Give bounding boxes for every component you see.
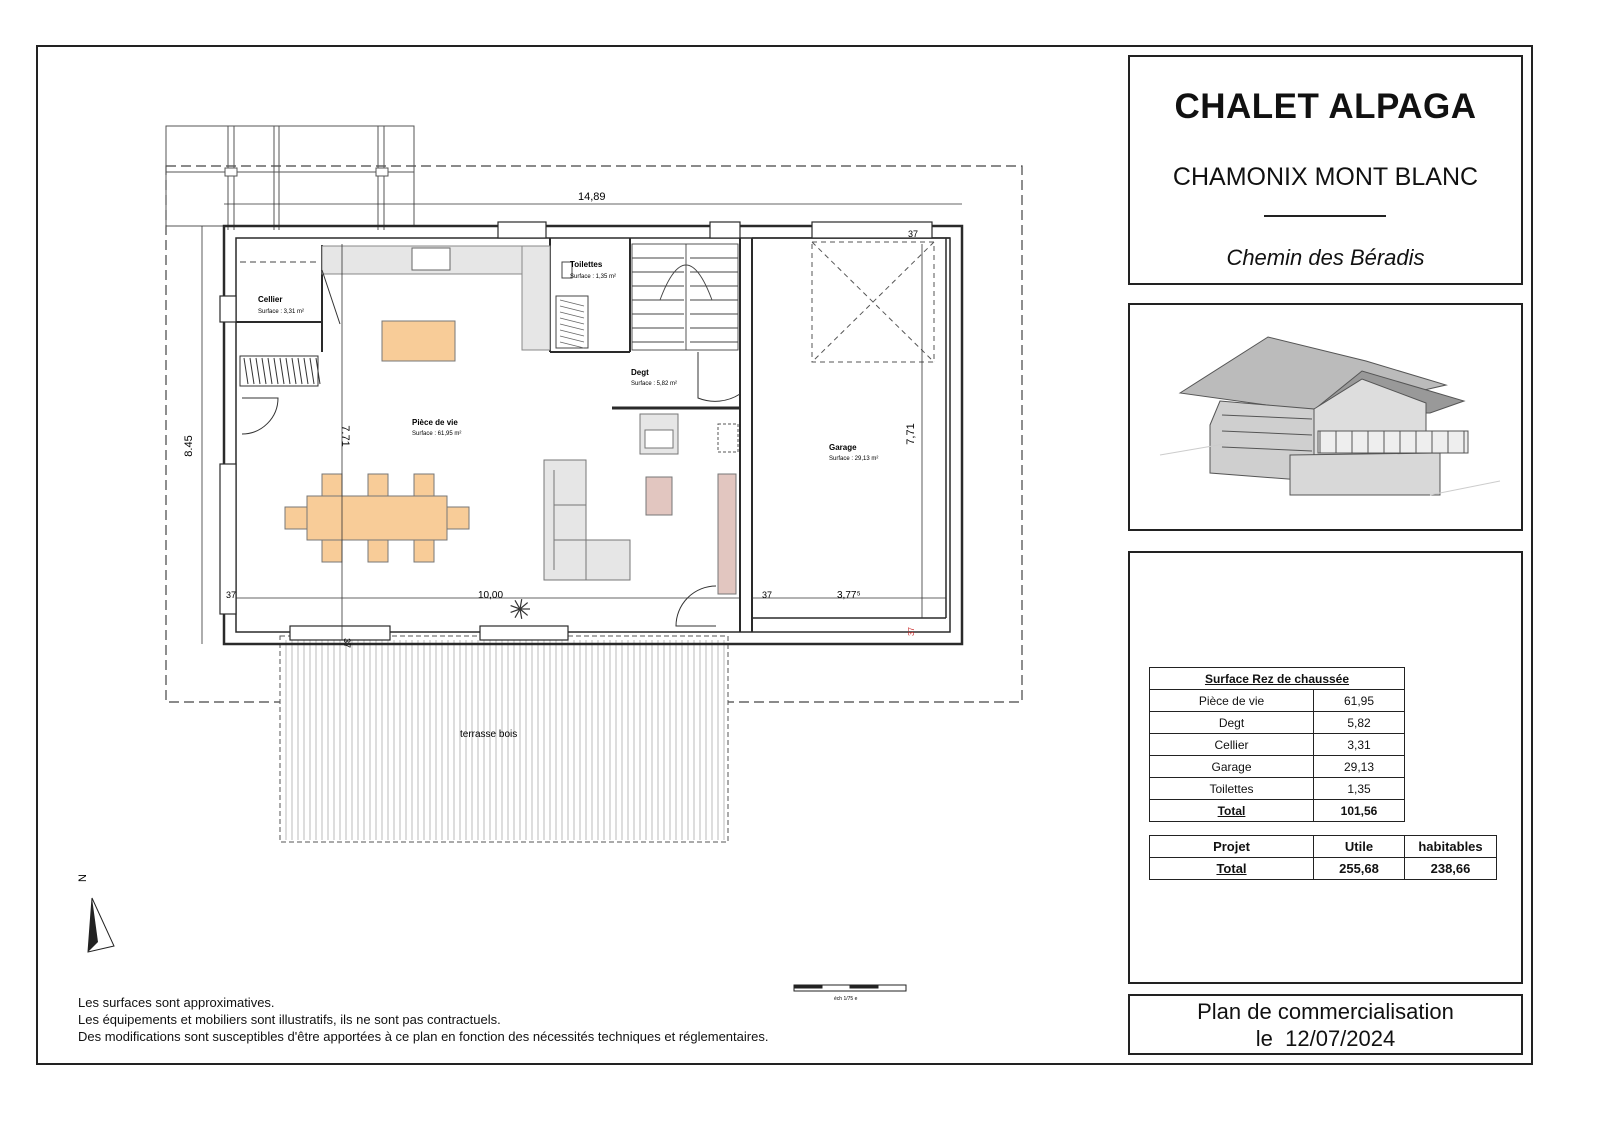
dim-garage-width: 3,77⁵ — [837, 590, 861, 601]
walls — [224, 226, 962, 644]
plan-label-prefix: le — [1255, 1026, 1273, 1051]
header-project: Projet — [1150, 836, 1314, 858]
armchair — [640, 414, 678, 454]
tall-units — [522, 246, 550, 350]
dim-depth-total: 8.45 — [183, 435, 195, 457]
table-row — [1150, 756, 1405, 778]
room-cellier-surface: Surface : 3,31 m² — [258, 309, 305, 315]
table-row — [1150, 778, 1405, 800]
table-row — [1150, 858, 1497, 880]
table-cell: 5,82 — [1314, 712, 1405, 734]
room-cellier-name: Cellier — [258, 295, 283, 304]
table-cell: Garage — [1150, 756, 1314, 778]
chair — [368, 474, 388, 496]
room-garage-surface: Surface : 29,13 m² — [829, 456, 879, 462]
header-utile: Utile — [1314, 836, 1405, 858]
north-arrow-icon — [77, 874, 114, 952]
dim-garage-depth: 7,71 — [905, 423, 917, 445]
chair — [322, 474, 342, 496]
tv-unit — [718, 474, 736, 594]
surface-table — [1149, 667, 1405, 822]
project-total-habitables: 238,66 — [1405, 858, 1497, 880]
chair — [447, 507, 469, 529]
chair — [285, 507, 307, 529]
chair — [322, 540, 342, 562]
dim-wall-d: 37 — [342, 638, 352, 649]
dim-piece-width: 10,00 — [478, 590, 504, 601]
dim-width-total: 14,89 — [578, 191, 606, 203]
total-value: 101,56 — [1314, 800, 1405, 822]
total-label: Total — [1150, 800, 1314, 822]
dim-wall-a: 37 — [226, 590, 237, 600]
plan-date: 12/07/2024 — [1285, 1026, 1396, 1051]
dim-wall-e: 37 — [907, 627, 916, 636]
staircase — [632, 244, 738, 350]
table-row — [1150, 712, 1405, 734]
dim-wall-b: 37 — [762, 590, 773, 600]
footer-line: Les surfaces sont approximatives. — [78, 995, 275, 1010]
stair-outline — [632, 244, 738, 350]
chalet-render-image — [1130, 305, 1521, 529]
project-street: Chemin des Béradis — [1226, 245, 1425, 270]
room-terrasse-name: terrasse bois — [460, 729, 518, 740]
sofa — [544, 460, 630, 580]
footer-line: Des modifications sont susceptibles d'être apportées à ce plan en fonction des nécessités techniques et réglementaires. — [78, 1029, 769, 1044]
pergola — [166, 126, 414, 230]
table-cell: 1,35 — [1314, 778, 1405, 800]
room-degt-name: Degt — [631, 368, 649, 377]
table-cell: Cellier — [1150, 734, 1314, 756]
chair — [414, 474, 434, 496]
sink — [412, 248, 450, 270]
plan-label-line1: Plan de commercialisation — [1197, 999, 1454, 1024]
room-garage-name: Garage — [829, 443, 857, 452]
project-total-utile: 255,68 — [1314, 858, 1405, 880]
garage-opening — [812, 242, 934, 362]
table-row — [1150, 836, 1497, 858]
table-cell: Pièce de vie — [1150, 690, 1314, 712]
chair — [414, 540, 434, 562]
surface-table-title: Surface Rez de chaussée — [1150, 668, 1405, 690]
title-block — [1128, 55, 1523, 285]
site-outline — [166, 166, 1022, 702]
coffee-table — [646, 477, 672, 515]
project-total-label: Total — [1150, 858, 1314, 880]
wc-storage — [556, 296, 588, 348]
plan-label-line2 — [1130, 1025, 1521, 1052]
table-cell: Toilettes — [1150, 778, 1314, 800]
table-row — [1150, 734, 1405, 756]
project-table — [1149, 835, 1497, 880]
table-cell: 61,95 — [1314, 690, 1405, 712]
plan-label-box — [1128, 994, 1523, 1055]
title-divider — [1264, 215, 1386, 217]
table-row — [1150, 690, 1405, 712]
dining-table — [307, 496, 447, 540]
room-toilettes-name: Toilettes — [570, 260, 603, 269]
footer-notes — [78, 994, 768, 1045]
cellier-shelf — [240, 356, 320, 386]
north-label: N — [77, 874, 89, 882]
table-cell: 29,13 — [1314, 756, 1405, 778]
table-cell: 3,31 — [1314, 734, 1405, 756]
room-piece-name: Pièce de vie — [412, 418, 458, 427]
project-city: CHAMONIX MONT BLANC — [1172, 163, 1479, 191]
project-title: CHALET ALPAGA — [1174, 87, 1477, 126]
chair — [368, 540, 388, 562]
chalet-render-box — [1128, 303, 1523, 531]
plant-icon — [511, 599, 530, 619]
scale-bar — [794, 985, 906, 1002]
scale-label: éch 1/75 e — [834, 996, 858, 1002]
dim-piece-depth: 7.71 — [339, 425, 351, 447]
room-piece-surface: Surface : 61,95 m² — [412, 431, 462, 437]
table-cell: Degt — [1150, 712, 1314, 734]
room-degt-surface: Surface : 5,82 m² — [631, 381, 678, 387]
room-toilettes-surface: Surface : 1,35 m² — [570, 274, 617, 280]
header-habitables: habitables — [1405, 836, 1497, 858]
footer-line: Les équipements et mobiliers sont illustratifs, ils ne sont pas contractuels. — [78, 1012, 501, 1027]
kitchen-island — [382, 321, 455, 361]
dim-wall-c: 37 — [908, 229, 919, 239]
table-row — [1150, 800, 1405, 822]
